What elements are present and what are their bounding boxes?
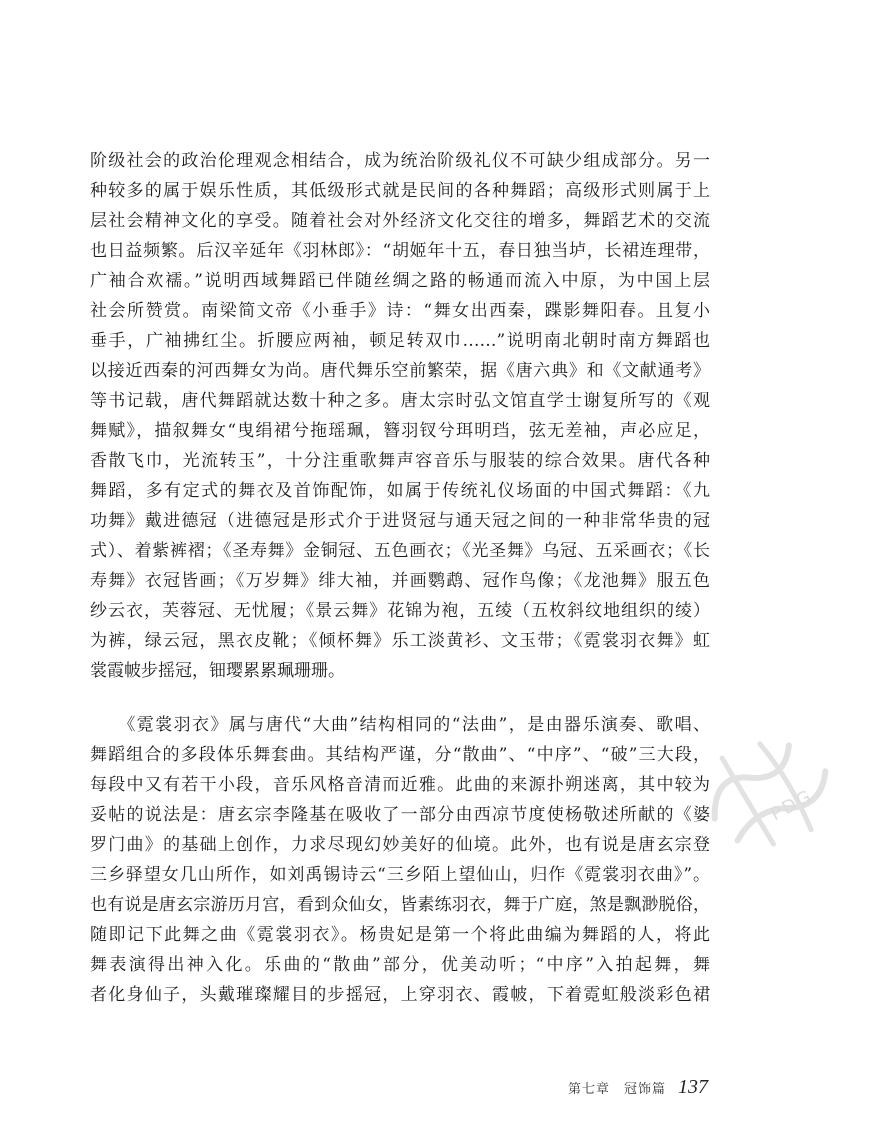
text-line: 广袖合欢襦。”说明西域舞蹈已伴随丝绸之路的畅通而流入中原，为中国上层 [90, 271, 710, 291]
text-line: 每段中又有若干小段，音乐风格音清而近雅。此曲的来源扑朔迷离，其中较为 [90, 775, 710, 795]
text-line: 者化身仙子，头戴璀璨耀目的步摇冠，上穿羽衣、霞帔，下着霓虹般淡彩色裙 [90, 985, 710, 1005]
text-line: 层社会精神文化的享受。随着社会对外经济文化交往的增多，舞蹈艺术的交流 [90, 211, 710, 231]
text-line: 罗门曲》的基础上创作，力求尽现幻妙美好的仙境。此外，也有说是唐玄宗登 [90, 835, 710, 855]
text-line: 社会所赞赏。南梁简文帝《小垂手》诗：“舞女出西秦，蹀影舞阳春。且复小 [90, 301, 710, 321]
text-line: 裳霞帔步摇冠，钿璎累累珮珊珊。 [90, 661, 345, 681]
text-line: 舞表演得出神入化。乐曲的“散曲”部分，优美动听；“中序”入拍起舞，舞 [90, 955, 710, 975]
text-line: 也日益频繁。后汉辛延年《羽林郎》：“胡姬年十五，春日独当垆，长裙连理带， [90, 241, 710, 261]
text-line: 阶级社会的政治伦理观念相结合，成为统治阶级礼仪不可缺少组成部分。另一 [90, 151, 710, 171]
text-line: 舞蹈组合的多段体乐舞套曲。其结构严谨，分“散曲”、“中序”、“破”三大段， [90, 745, 710, 765]
text-line: 式）、着紫裤褶；《圣寿舞》金铜冠、五色画衣；《光圣舞》乌冠、五采画衣；《长 [90, 541, 710, 561]
text-line: 舞赋》，描叙舞女“曳绢裙兮拖瑶珮，簪羽钗兮珥明珰，弦无差袖，声必应足， [90, 421, 710, 441]
text-line: 种较多的属于娱乐性质，其低级形式就是民间的各种舞蹈；高级形式则属于上 [90, 181, 710, 201]
text-line: 寿舞》衣冠皆画；《万岁舞》绯大袖，并画鹦鹉、冠作鸟像；《龙池舞》服五色 [90, 571, 710, 591]
text-line: 垂手，广袖拂红尘。折腰应两袖，顿足转双巾……”说明南北朝时南方舞蹈也 [90, 331, 710, 351]
text-line: 三乡驿望女几山所作，如刘禹锡诗云“三乡陌上望仙山，归作《霓裳羽衣曲》”。 [90, 865, 710, 885]
text-line: 为裤，绿云冠，黑衣皮靴；《倾杯舞》乐工淡黄衫、文玉带；《霓裳羽衣舞》虹 [90, 631, 710, 651]
watermark-text: PDG [767, 785, 817, 826]
text-line: 功舞》戴进德冠（进德冠是形式介于进贤冠与通天冠之间的一种非常华贵的冠 [90, 511, 710, 531]
text-line: 舞蹈，多有定式的舞衣及首饰配饰，如属于传统礼仪场面的中国式舞蹈：《九 [90, 481, 710, 501]
running-footer-chapter: 第七章 冠饰篇 [567, 1082, 666, 1097]
text-line: 香散飞巾，光流转玉”，十分注重歌舞声容音乐与服装的综合效果。唐代各种 [90, 451, 710, 471]
text-line: 《霓裳羽衣》属与唐代“大曲”结构相同的“法曲”，是由器乐演奏、歌唱、 [90, 715, 710, 735]
text-line: 纱云衣，芙蓉冠、无忧履；《景云舞》花锦为袍，五绫（五枚斜纹地组织的绫） [90, 601, 710, 621]
text-line: 随即记下此舞之曲《霓裳羽衣》。杨贵妃是第一个将此曲编为舞蹈的人，将此 [90, 925, 710, 945]
text-line: 等书记载，唐代舞蹈就达数十种之多。唐太宗时弘文馆直学士谢复所写的《观 [90, 391, 710, 411]
text-line: 也有说是唐玄宗游历月宫，看到众仙女，皆素练羽衣，舞于广庭，煞是飘渺脱俗， [90, 895, 710, 915]
text-line: 妥帖的说法是：唐玄宗李隆基在吸收了一部分由西凉节度使杨敬述所献的《婆 [90, 805, 710, 825]
text-line: 以接近西秦的河西舞女为尚。唐代舞乐空前繁荣，据《唐六典》和《文献通考》 [90, 361, 710, 381]
page-footer [568, 1076, 708, 1106]
page-number: 137 [678, 1076, 708, 1098]
